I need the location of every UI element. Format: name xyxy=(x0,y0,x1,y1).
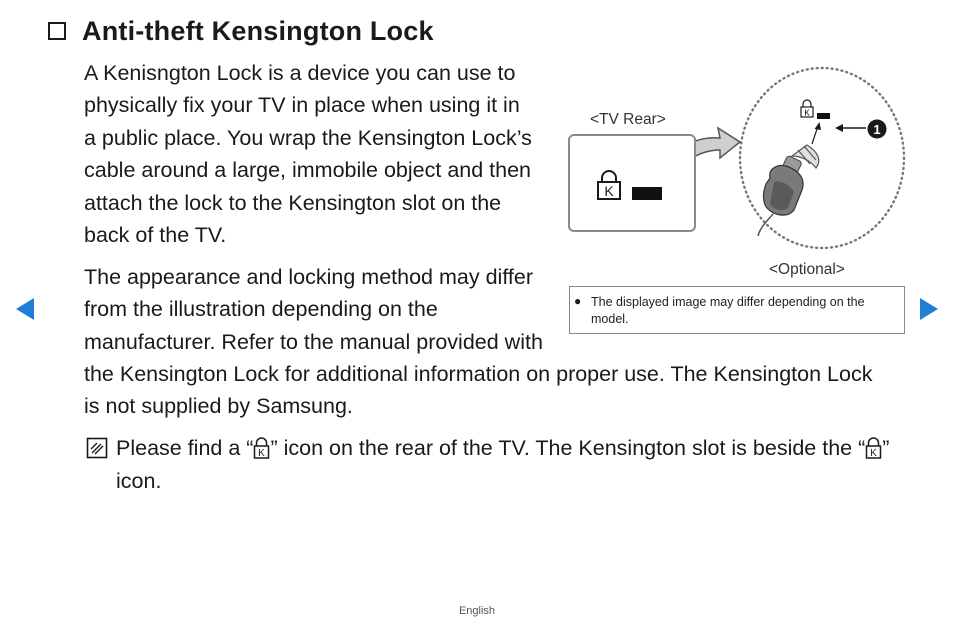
note-text-part2: ” icon on the rear of the TV. The Kensington slot is beside the “ xyxy=(270,436,866,460)
svg-text:K: K xyxy=(604,183,614,199)
paragraph-appearance-part1: The appearance and locking method may differ from the illustration depending on the manufacturer. Refer to the manual provided with xyxy=(84,265,543,354)
svg-text:K: K xyxy=(870,448,878,459)
illustration-note-box xyxy=(569,286,905,334)
page-title: Anti-theft Kensington Lock xyxy=(82,15,434,46)
svg-text:K: K xyxy=(804,108,810,118)
next-page-button[interactable] xyxy=(920,298,938,320)
kensington-lock-device xyxy=(758,145,819,236)
previous-page-button[interactable] xyxy=(16,298,34,320)
illustration-note-text: The displayed image may differ depending on the model. xyxy=(591,295,865,326)
tv-rear-panel xyxy=(568,134,696,232)
callout-number: 1 xyxy=(873,122,881,137)
checkbox-bullet-icon xyxy=(48,22,66,40)
kensington-lock-icon xyxy=(596,170,622,200)
detail-slot xyxy=(817,113,830,119)
bullet-icon: ● xyxy=(574,294,582,308)
section-header xyxy=(48,14,434,48)
paragraph-appearance-part2: the Kensington Lock for additional information on proper use. The Kensington Lock is not supplied by Samsung. xyxy=(84,362,873,419)
kensington-lock-icon xyxy=(865,437,882,459)
note-text-part1: Please find a “ xyxy=(116,436,254,460)
kensington-slot xyxy=(632,187,662,200)
footer-language: English xyxy=(458,605,496,617)
optional-detail-circle xyxy=(740,68,904,248)
detail-kensington-icon xyxy=(801,100,813,118)
optional-label: <Optional> xyxy=(769,261,845,278)
kensington-lock-icon xyxy=(253,437,270,459)
note-icon xyxy=(86,437,108,459)
paragraph-description: A Kenisngton Lock is a device you can use to physically fix your TV in place when using it in a public place. You wrap the Kensington Lock’s cable around a large, immobile object and then attach the lock to the Kensington slot on the back of the TV. xyxy=(84,61,532,248)
note-text-part3: ” icon. xyxy=(116,436,890,493)
note xyxy=(86,432,906,498)
tv-rear-label: <TV Rear> xyxy=(590,111,666,128)
svg-text:K: K xyxy=(258,448,266,459)
